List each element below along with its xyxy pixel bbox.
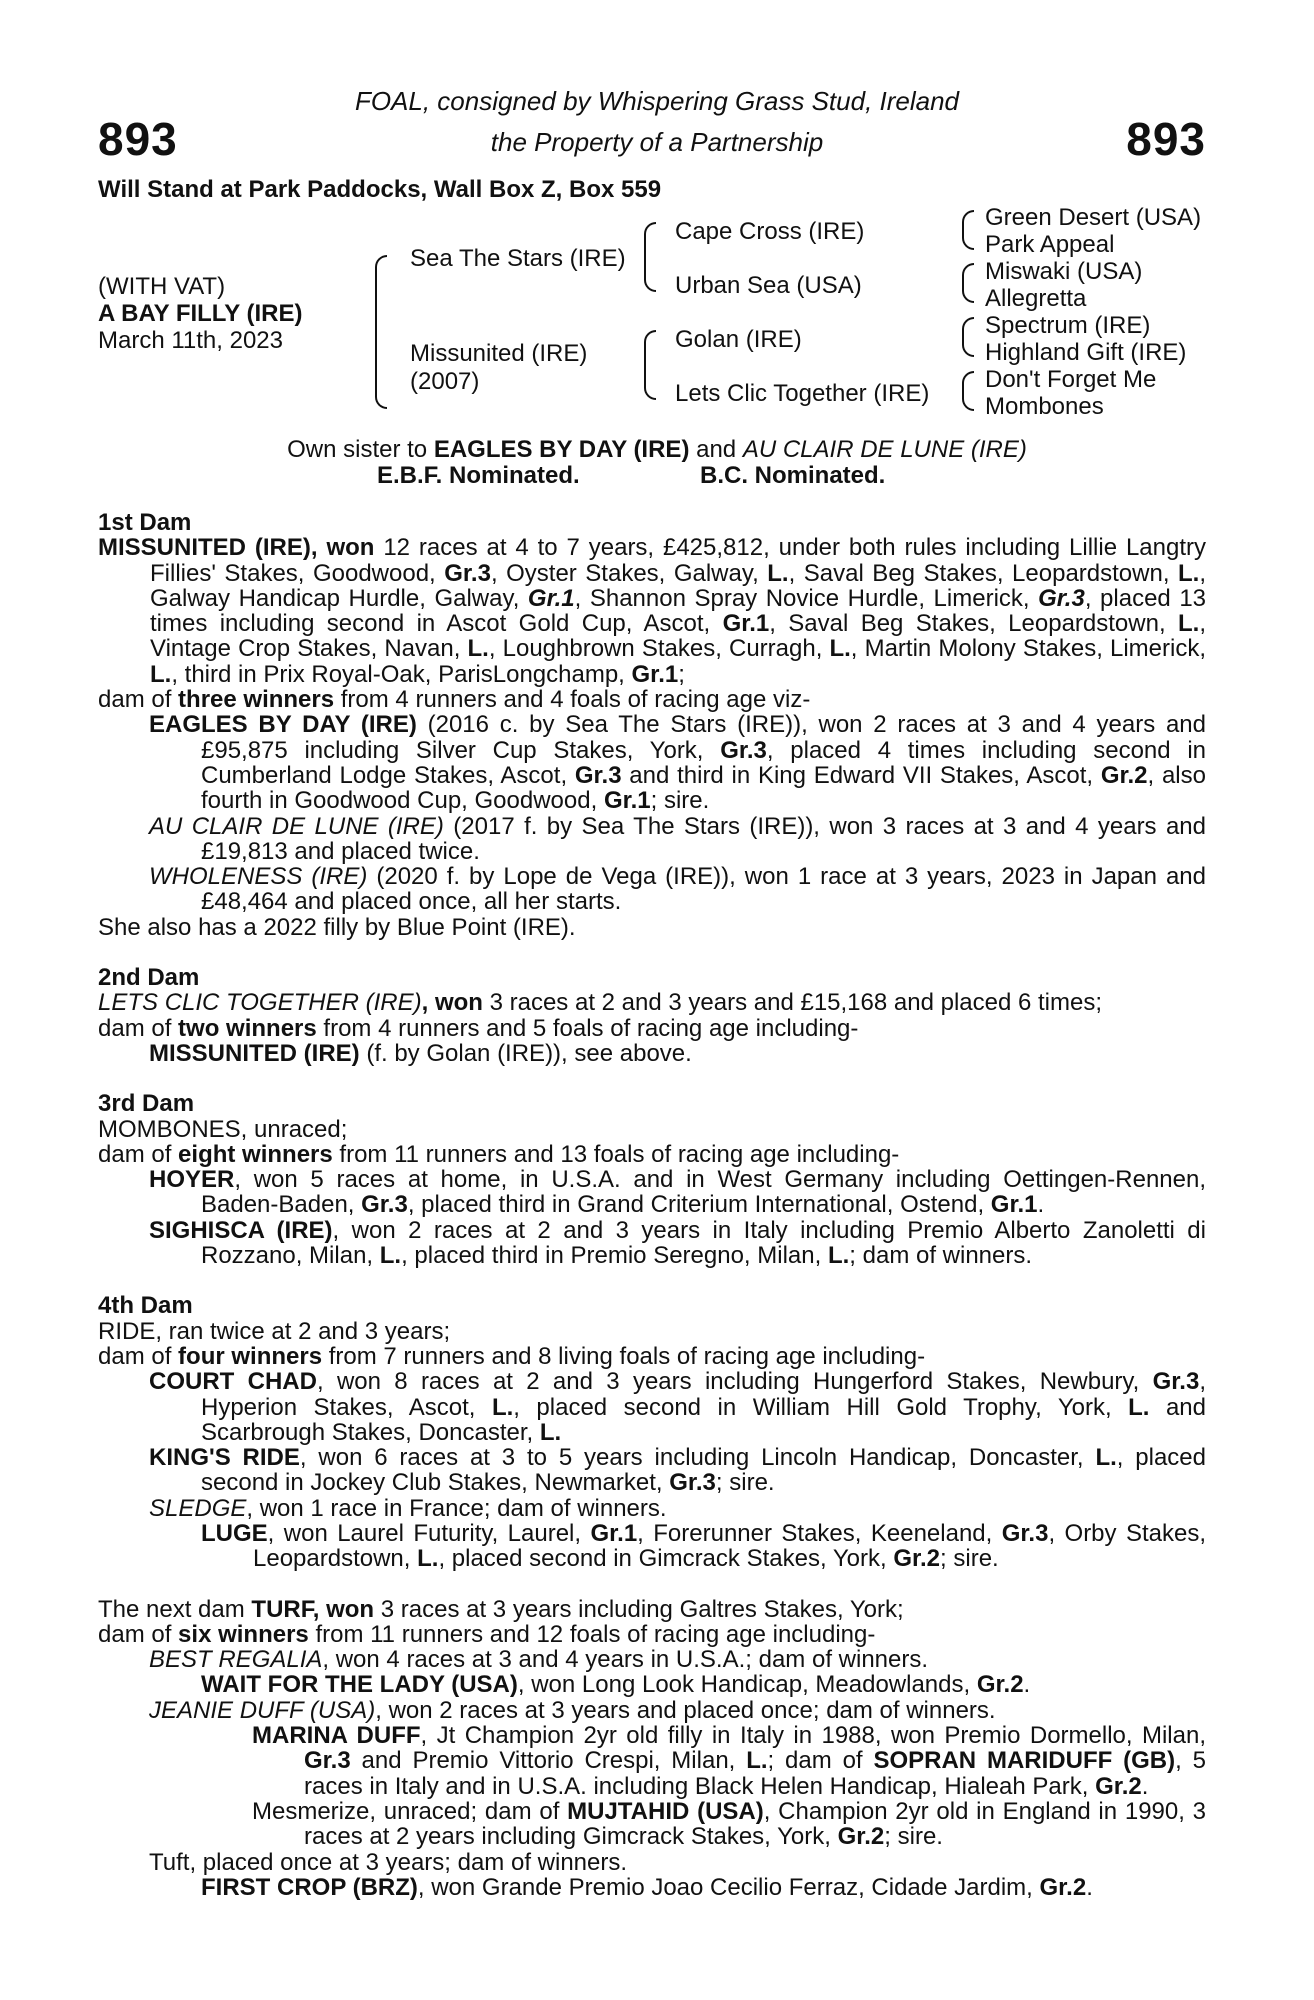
property-line: the Property of a Partnership (490, 127, 824, 157)
dam1-also: She also has a 2022 filly by Blue Point (IRE). (98, 913, 576, 941)
dam4-offspring-luge: LUGE, won Laurel Futurity, Laurel, Gr.1, Forerunner Stakes, Keeneland, Gr.3, Orby Stakes, Leopardstown, L., placed second in Gimcrack Stakes, York, Gr.2; sire. (201, 1519, 1206, 1573)
dam2-offspring-missunited: MISSUNITED (IRE) (f. by Golan (IRE)), see above. (149, 1039, 692, 1067)
dam3-produce-summary: dam of eight winners from 11 runners and 13 foals of racing age including- (98, 1140, 900, 1168)
dam1-offspring-eagles: EAGLES BY DAY (IRE) (2016 c. by Sea The Stars (IRE)), won 2 races at 3 and 4 years and £95,875 including Silver Cup Stakes, York, Gr.3, placed 4 times including second in Cumberland Lodge Stakes, Ascot, Gr.3 and third in King Edward VII Stakes, Ascot, Gr.2, also fourth in Goodwood Cup, Goodwood, Gr.1; sire. (149, 711, 1207, 815)
dam2-record: LETS CLIC TOGETHER (IRE), won 3 races at 2 and 3 years and £15,168 and placed 6 times; (98, 989, 1103, 1017)
pedigree-dds: Don't Forget Me (985, 366, 1157, 393)
nextdam-wait-for-the-lady: WAIT FOR THE LADY (USA), won Long Look Handicap, Meadowlands, Gr.2. (201, 1671, 1031, 1699)
consignor-line: FOAL, consigned by Whispering Grass Stud, Ireland (354, 86, 960, 116)
lot-number-left: 893 (98, 113, 178, 165)
pedigree-ss: Cape Cross (IRE) (675, 218, 865, 245)
dam4-offspring-kings-ride: KING'S RIDE, won 6 races at 3 to 5 years including Lincoln Handicap, Doncaster, L., placed second in Jockey Club Stakes, Newmarket, Gr.3; sire. (149, 1444, 1206, 1497)
pedigree-brace-sd (962, 263, 974, 303)
dam4-title: 4th Dam (98, 1292, 193, 1320)
vat-label: (WITH VAT) (98, 273, 226, 300)
pedigree-brace-ss (962, 210, 974, 250)
own-sister-line (0, 436, 1314, 464)
pedigree-dam-year: (2007) (410, 368, 480, 395)
own-sister-eagles: EAGLES BY DAY (IRE) (433, 436, 690, 463)
lot-number-right: 893 (1126, 113, 1206, 165)
pedigree-dss: Spectrum (IRE) (985, 312, 1151, 339)
dam4-record: RIDE, ran twice at 2 and 3 years; (98, 1317, 451, 1345)
pedigree-brace-dam (644, 330, 656, 400)
pedigree-dsd: Highland Gift (IRE) (985, 339, 1187, 366)
pedigree-ddd: Mombones (985, 393, 1104, 420)
dam1-produce-summary: dam of three winners from 4 runners and 4 foals of racing age viz- (98, 686, 811, 714)
dam1-offspring-wholeness: WHOLENESS (IRE) (2020 f. by Lope de Vega (IRE)), won 1 race at 3 years, 2023 in Japan and £48,464 and placed once, all her starts. (149, 863, 1207, 916)
pedigree-brace-sire (644, 222, 656, 292)
dam3-record: MOMBONES, unraced; (98, 1115, 348, 1143)
nextdam-mesmerize: Mesmerize, unraced; dam of MUJTAHID (USA), Champion 2yr old in England in 1990, 3 races at 2 years including Gimcrack Stakes, York, Gr.2; sire. (252, 1797, 1207, 1851)
dam1-won: , won (310, 534, 375, 562)
nextdam-tuft: Tuft, placed once at 3 years; dam of winners. (149, 1848, 628, 1876)
bc-nominated: B.C. Nominated. (700, 462, 886, 489)
nextdam-best-regalia: BEST REGALIA, won 4 races at 3 and 4 years in U.S.A.; dam of winners. (149, 1646, 929, 1674)
pedigree-sire: Sea The Stars (IRE) (410, 245, 626, 272)
pedigree-sds: Miswaki (USA) (985, 258, 1143, 285)
dam1-name: MISSUNITED (IRE) (98, 534, 311, 562)
catalogue-body (98, 510, 1206, 1900)
dam4-produce-summary: dam of four winners from 7 runners and 8 living foals of racing age including- (98, 1342, 926, 1370)
nextdam-record: The next dam TURF, won 3 races at 3 years including Galtres Stakes, York; (98, 1595, 904, 1623)
foaled-date: March 11th, 2023 (98, 327, 284, 354)
dam1-title: 1st Dam (98, 509, 192, 536)
nextdam-first-crop: FIRST CROP (BRZ), won Grande Premio Joao Cecilio Ferraz, Cidade Jardim, Gr.2. (201, 1873, 1093, 1901)
own-sister-and: and (689, 436, 743, 463)
nextdam-jeanie-duff: JEANIE DUFF (USA), won 2 races at 3 years and placed once; dam of winners. (149, 1696, 996, 1724)
pedigree-brace-dd (962, 371, 974, 411)
nextdam-produce-summary: dam of six winners from 11 runners and 12 foals of racing age including- (98, 1620, 876, 1648)
dam2-title: 2nd Dam (98, 964, 200, 992)
dam4-offspring-sledge: SLEDGE, won 1 race in France; dam of winners. (149, 1494, 667, 1522)
pedigree-ds: Golan (IRE) (675, 326, 802, 353)
own-sister-prefix: Own sister to (287, 436, 434, 463)
dam2-produce-summary: dam of two winners from 4 runners and 5 foals of racing age including- (98, 1014, 859, 1042)
pedigree-brace-main (375, 255, 387, 409)
pedigree-sdd: Allegretta (985, 285, 1087, 312)
horse-name: A BAY FILLY (IRE) (98, 300, 303, 327)
dam3-offspring-sighisca: SIGHISCA (IRE), won 2 races at 2 and 3 years in Italy including Premio Alberto Zanoletti di Rozzano, Milan, L., placed third in Premio Seregno, Milan, L.; dam of winners. (149, 1216, 1206, 1270)
dam3-title: 3rd Dam (98, 1090, 195, 1118)
pedigree-ssd: Park Appeal (985, 231, 1115, 258)
stand-line: Will Stand at Park Paddocks, Wall Box Z, Box 559 (98, 176, 662, 203)
dam3-offspring-hoyer: HOYER, won 5 races at home, in U.S.A. and in West Germany including Oettingen-Rennen, Baden-Baden, Gr.3, placed third in Grand Criterium International, Ostend, Gr.1. (149, 1166, 1206, 1219)
own-sister-auclair: AU CLAIR DE LUNE (IRE) (742, 436, 1027, 463)
ebf-nominated: E.B.F. Nominated. (377, 462, 580, 489)
pedigree-brace-ds (962, 317, 974, 357)
pedigree-dam: Missunited (IRE) (410, 340, 588, 367)
pedigree-sd: Urban Sea (USA) (675, 272, 862, 299)
dam1-offspring-auclair: AU CLAIR DE LUNE (IRE) (2017 f. by Sea The Stars (IRE)), won 3 races at 3 and 4 years and £19,813 and placed twice. (149, 812, 1206, 865)
nextdam-marina-duff: MARINA DUFF, Jt Champion 2yr old filly in Italy in 1988, won Premio Dormello, Milan, Gr.3 and Premio Vittorio Crespi, Milan, L.; dam of SOPRAN MARIDUFF (GB), 5 races in Italy and in U.S.A. including Black Helen Handicap, Hialeah Park, Gr.2. (252, 1722, 1207, 1800)
dam1-record: MISSUNITED (IRE), won 12 races at 4 to 7 years, £425,812, under both rules including Lillie Langtry Fillies' Stakes, Goodwood, Gr.3, Oyster Stakes, Galway, L., Saval Beg Stakes, Leopardstown, L., Galway Handicap Hurdle, Galway, Gr.1, Shannon Spray Novice Hurdle, Limerick, Gr.3, placed 13 times including second in Ascot Gold Cup, Ascot, Gr.1, Saval Beg Stakes, Leopardstown, L., Vintage Crop Stakes, Navan, L., Loughbrown Stakes, Curragh, L., Martin Molony Stakes, Limerick, L., third in Prix Royal-Oak, ParisLongchamp, Gr.1; (98, 534, 1207, 688)
pedigree-sss: Green Desert (USA) (985, 204, 1202, 231)
dam4-offspring-court-chad: COURT CHAD, won 8 races at 2 and 3 years including Hungerford Stakes, Newbury, Gr.3, Hyperion Stakes, Ascot, L., placed second in William Hill Gold Trophy, York, L. and Scarbrough Stakes, Doncaster, L. (149, 1368, 1207, 1446)
pedigree-dd: Lets Clic Together (IRE) (675, 380, 930, 407)
